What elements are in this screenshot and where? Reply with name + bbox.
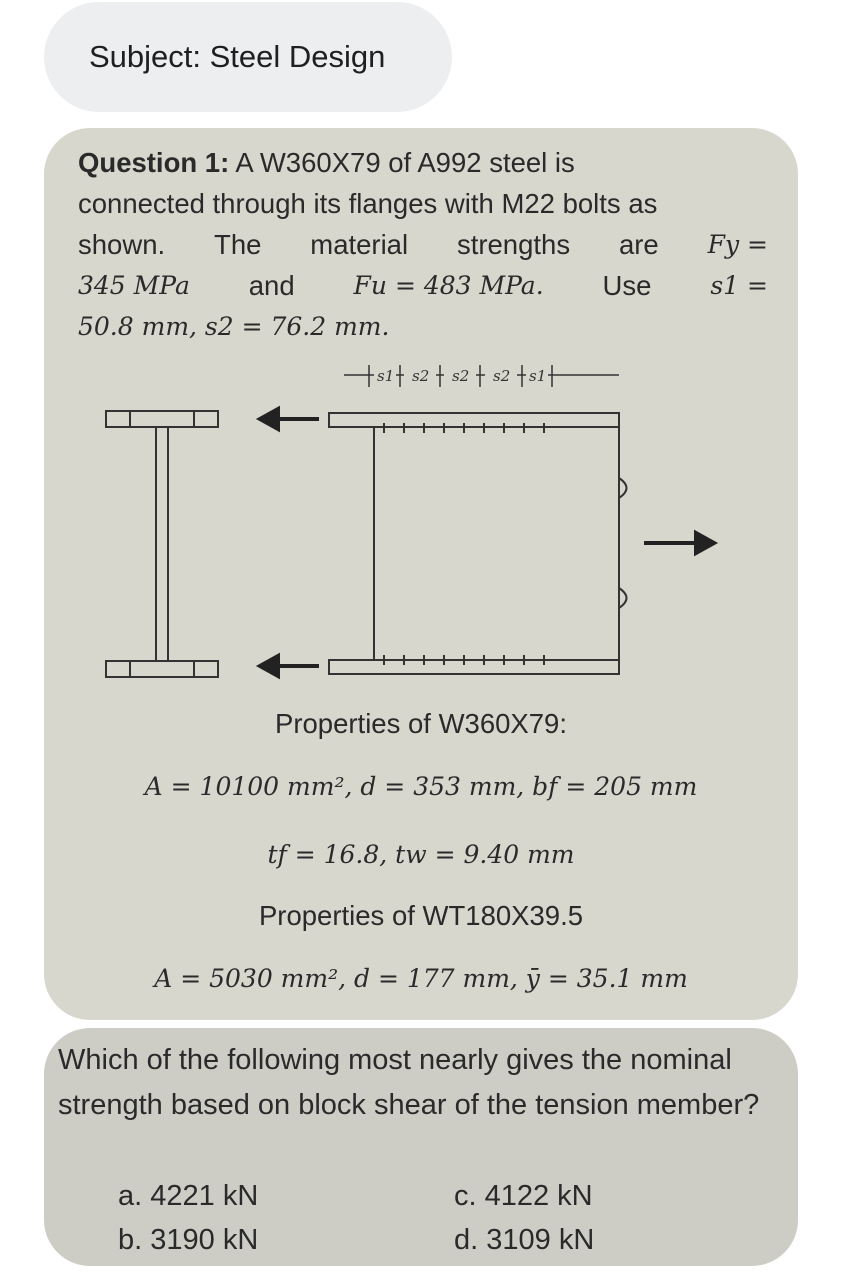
wt-properties-heading: Properties of WT180X39.5 bbox=[258, 900, 584, 931]
wt-properties-line1: A = 5030 mm², d = 177 mm, ȳ = 35.1 mm bbox=[154, 964, 688, 993]
question-text bbox=[78, 142, 768, 347]
right-arrow-icon bbox=[644, 533, 714, 553]
w-properties-heading: Properties of W360X79: bbox=[275, 708, 567, 739]
question-word: and bbox=[248, 270, 295, 301]
dim-label-s1: s1 bbox=[529, 367, 547, 385]
w-properties-line2: tf = 16.8, tw = 9.40 mm bbox=[267, 840, 575, 869]
question-line: A W360X79 of A992 steel is bbox=[235, 147, 575, 178]
s1-symbol: s1 = bbox=[710, 271, 768, 300]
tension-member bbox=[329, 413, 627, 674]
choice-c: c. 4122 kN bbox=[454, 1180, 593, 1212]
question-word: The bbox=[214, 229, 262, 260]
fy-symbol: Fy = bbox=[707, 230, 768, 259]
question-word: shown. bbox=[78, 229, 166, 260]
w-section-icon bbox=[106, 411, 218, 677]
connection-diagram bbox=[44, 363, 798, 683]
question-word: strengths bbox=[456, 229, 571, 260]
w-properties-line1: A = 10100 mm², d = 353 mm, bf = 205 mm bbox=[144, 772, 698, 801]
question-word: Use bbox=[602, 270, 652, 301]
prompt-text: Which of the following most nearly gives the nominal strength based on block shear of the tension member? bbox=[58, 1044, 760, 1121]
choice-d: d. 3109 kN bbox=[454, 1224, 595, 1256]
question-word: are bbox=[618, 229, 659, 260]
choices-image bbox=[44, 1028, 798, 1266]
dim-label-s2: s2 bbox=[493, 367, 511, 385]
question-title: Question 1: bbox=[78, 147, 230, 178]
question-word: material bbox=[310, 229, 409, 260]
question-line: connected through its flanges with M22 bolts as bbox=[78, 188, 658, 219]
fu-value: Fu = 483 MPa. bbox=[353, 271, 544, 300]
left-arrow-icon bbox=[260, 409, 319, 676]
dim-label-s1: s1 bbox=[377, 367, 395, 385]
subject-message-bubble bbox=[44, 2, 452, 112]
spacing-values: 50.8 mm, s2 = 76.2 mm. bbox=[78, 312, 390, 341]
dim-label-s2: s2 bbox=[452, 367, 470, 385]
choice-b: b. 3190 kN bbox=[118, 1224, 259, 1256]
question-image bbox=[44, 128, 798, 1020]
dim-label-s2: s2 bbox=[412, 367, 430, 385]
subject-label: Subject: Steel Design bbox=[89, 39, 386, 74]
choice-a: a. 4221 kN bbox=[118, 1180, 259, 1212]
fy-value: 345 MPa bbox=[78, 271, 190, 300]
